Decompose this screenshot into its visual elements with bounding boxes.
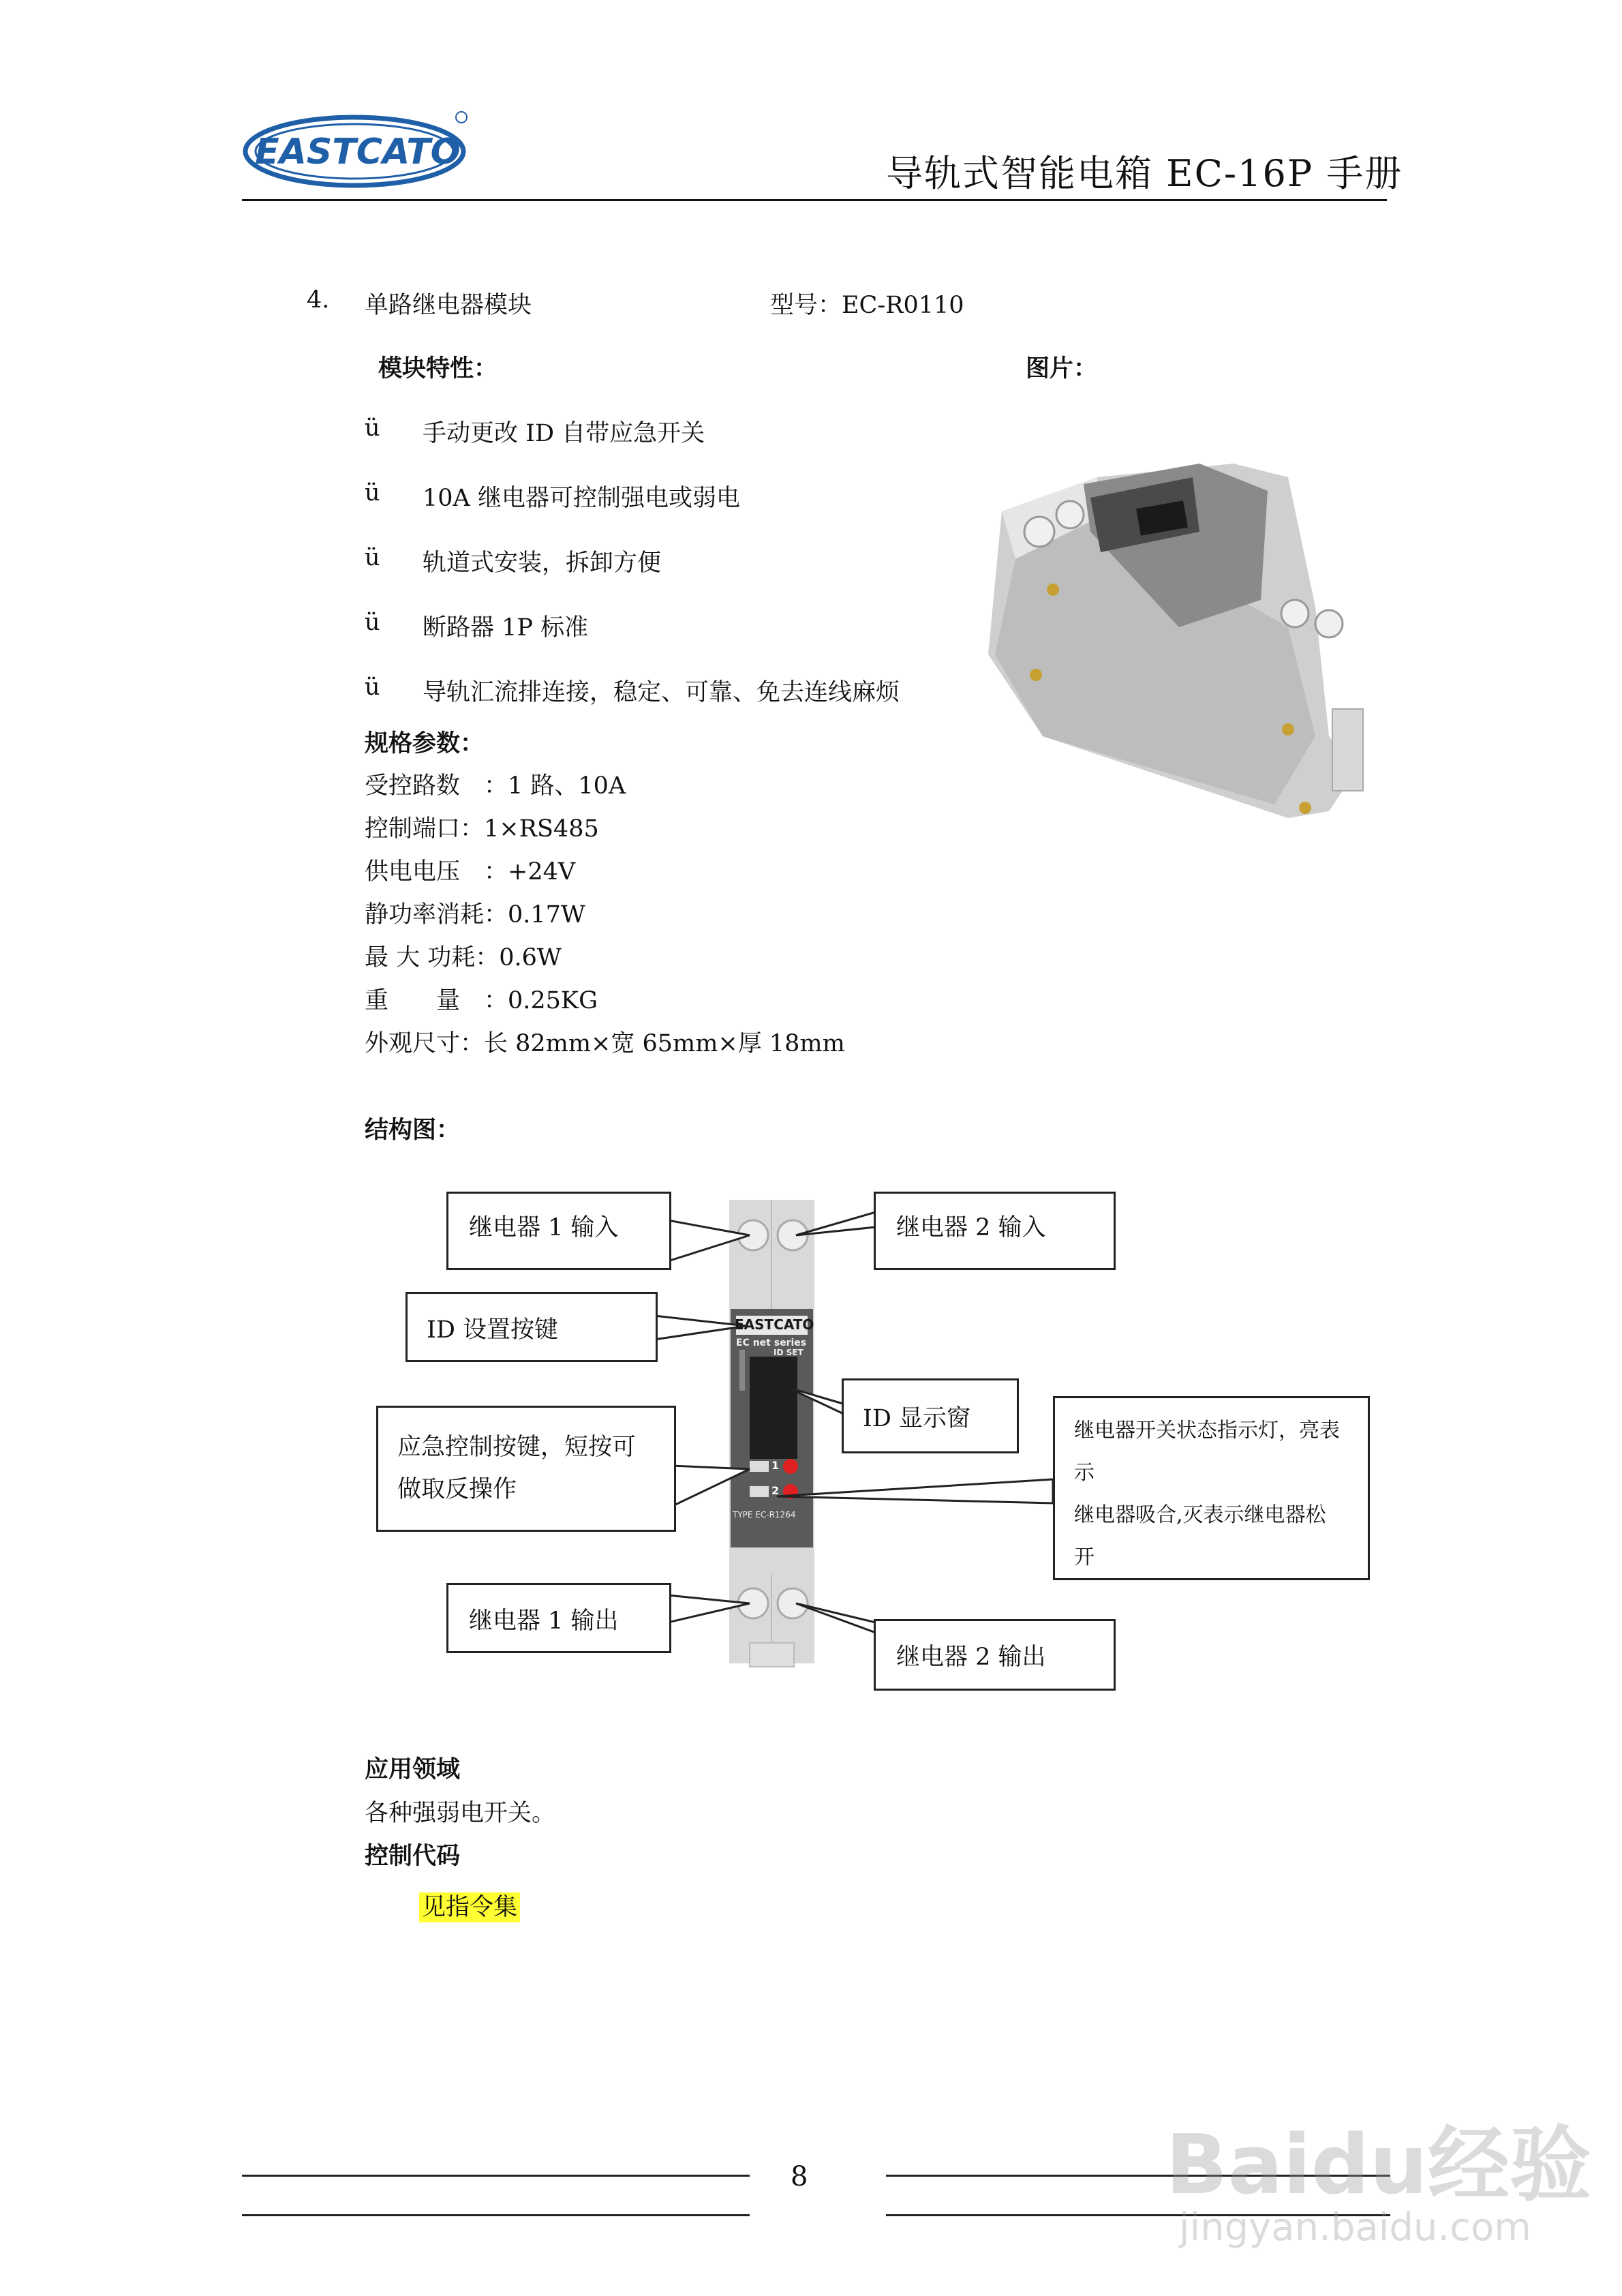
callout-label: ID 设置按键	[427, 1316, 559, 1344]
feature-item: 导轨汇流排连接，稳定、可靠、免去连线麻烦	[423, 679, 900, 706]
product-photo	[975, 450, 1383, 832]
callout-label: 继电器 1 输出	[469, 1607, 619, 1635]
baidu-watermark	[1152, 2086, 1591, 2256]
features-heading: 模块特性：	[378, 354, 498, 382]
control-heading: 控制代码	[365, 1842, 461, 1870]
callout-relay2-output	[874, 1619, 1116, 1691]
callout-label: ID 显示窗	[863, 1405, 971, 1432]
footer-line-left-top	[242, 2175, 750, 2177]
callout-relay1-output	[446, 1583, 671, 1653]
module-series: EC net series	[736, 1338, 807, 1348]
callout-label: 做取反操作	[397, 1476, 517, 1503]
callout-label: 继电器 2 输出	[896, 1644, 1046, 1671]
feature-item: 手动更改 ID 自带应急开关	[423, 420, 705, 447]
spec-row: 控制端口：1×RS485	[365, 815, 599, 843]
feature-item: 轨道式安装，拆卸方便	[423, 549, 662, 577]
structure-heading: 结构图：	[365, 1116, 461, 1144]
module-logo: EASTCATO	[735, 1316, 814, 1333]
bullet-icon: ü	[365, 609, 380, 636]
footer-line-left-bottom	[242, 2214, 750, 2216]
callout-relay2-input	[874, 1192, 1116, 1270]
callout-relay1-input	[446, 1192, 671, 1270]
structure-diagram	[368, 1179, 1390, 1711]
channel-1-label: 1	[771, 1459, 780, 1472]
callout-label: 开	[1074, 1545, 1095, 1569]
spec-row: 供电电压 ：+24V	[365, 858, 576, 886]
section-number: 4.	[307, 286, 330, 314]
spec-row: 重 量 ：0.25KG	[365, 987, 598, 1014]
section-name: 单路继电器模块	[365, 292, 532, 319]
callout-label: 应急控制按键，短按可	[397, 1434, 637, 1461]
application-text: 各种强弱电开关。	[365, 1800, 556, 1827]
application-heading: 应用领域	[365, 1755, 461, 1783]
document-title: 导轨式智能电箱 EC-16P 手册	[886, 152, 1403, 195]
callout-label: 继电器 1 输入	[469, 1214, 619, 1241]
watermark-sub: jingyan.baidu.com	[1179, 2205, 1531, 2250]
callout-id-button	[406, 1292, 658, 1362]
callout-emergency	[376, 1406, 676, 1532]
feature-item: 断路器 1P 标准	[423, 614, 589, 641]
bullet-icon: ü	[365, 414, 380, 442]
bullet-icon: ü	[365, 544, 380, 571]
channel-2-label: 2	[771, 1484, 780, 1497]
module-set-label: ID SET	[774, 1348, 804, 1357]
bullet-icon: ü	[365, 479, 380, 507]
callout-indicator	[1053, 1396, 1370, 1580]
callout-label: 示	[1074, 1461, 1095, 1485]
spec-row: 最 大 功耗：0.6W	[365, 944, 562, 971]
instruction-set-link[interactable]	[419, 1888, 520, 1922]
picture-heading: 图片：	[1026, 354, 1098, 382]
spec-row: 静功率消耗：0.17W	[365, 901, 585, 928]
specs-heading: 规格参数：	[365, 729, 485, 757]
callout-id-display	[842, 1378, 1019, 1453]
spec-row: 外观尺寸：长 82mm×宽 65mm×厚 18mm	[365, 1030, 845, 1057]
watermark-main: Baidu经验	[1165, 2118, 1591, 2213]
model-label: 型号：EC-R0110	[770, 292, 964, 319]
callout-label: 继电器开关状态指示灯，亮表	[1074, 1419, 1340, 1442]
page-number: 8	[791, 2161, 808, 2192]
spec-row: 受控路数 ：1 路、10A	[365, 772, 626, 800]
eastcato-logo	[242, 109, 474, 191]
instruction-set-link-text[interactable]: 见指令集	[419, 1892, 520, 1922]
header-rule	[242, 199, 1387, 201]
feature-item: 10A 继电器可控制强电或弱电	[423, 485, 740, 512]
callout-label: 继电器 2 输入	[896, 1214, 1046, 1241]
bullet-icon: ü	[365, 674, 380, 701]
callout-label: 继电器吸合,灭表示继电器松	[1074, 1503, 1326, 1527]
logo-text: EASTCATO	[255, 132, 461, 172]
module-type: TYPE EC-R1264	[733, 1510, 796, 1520]
